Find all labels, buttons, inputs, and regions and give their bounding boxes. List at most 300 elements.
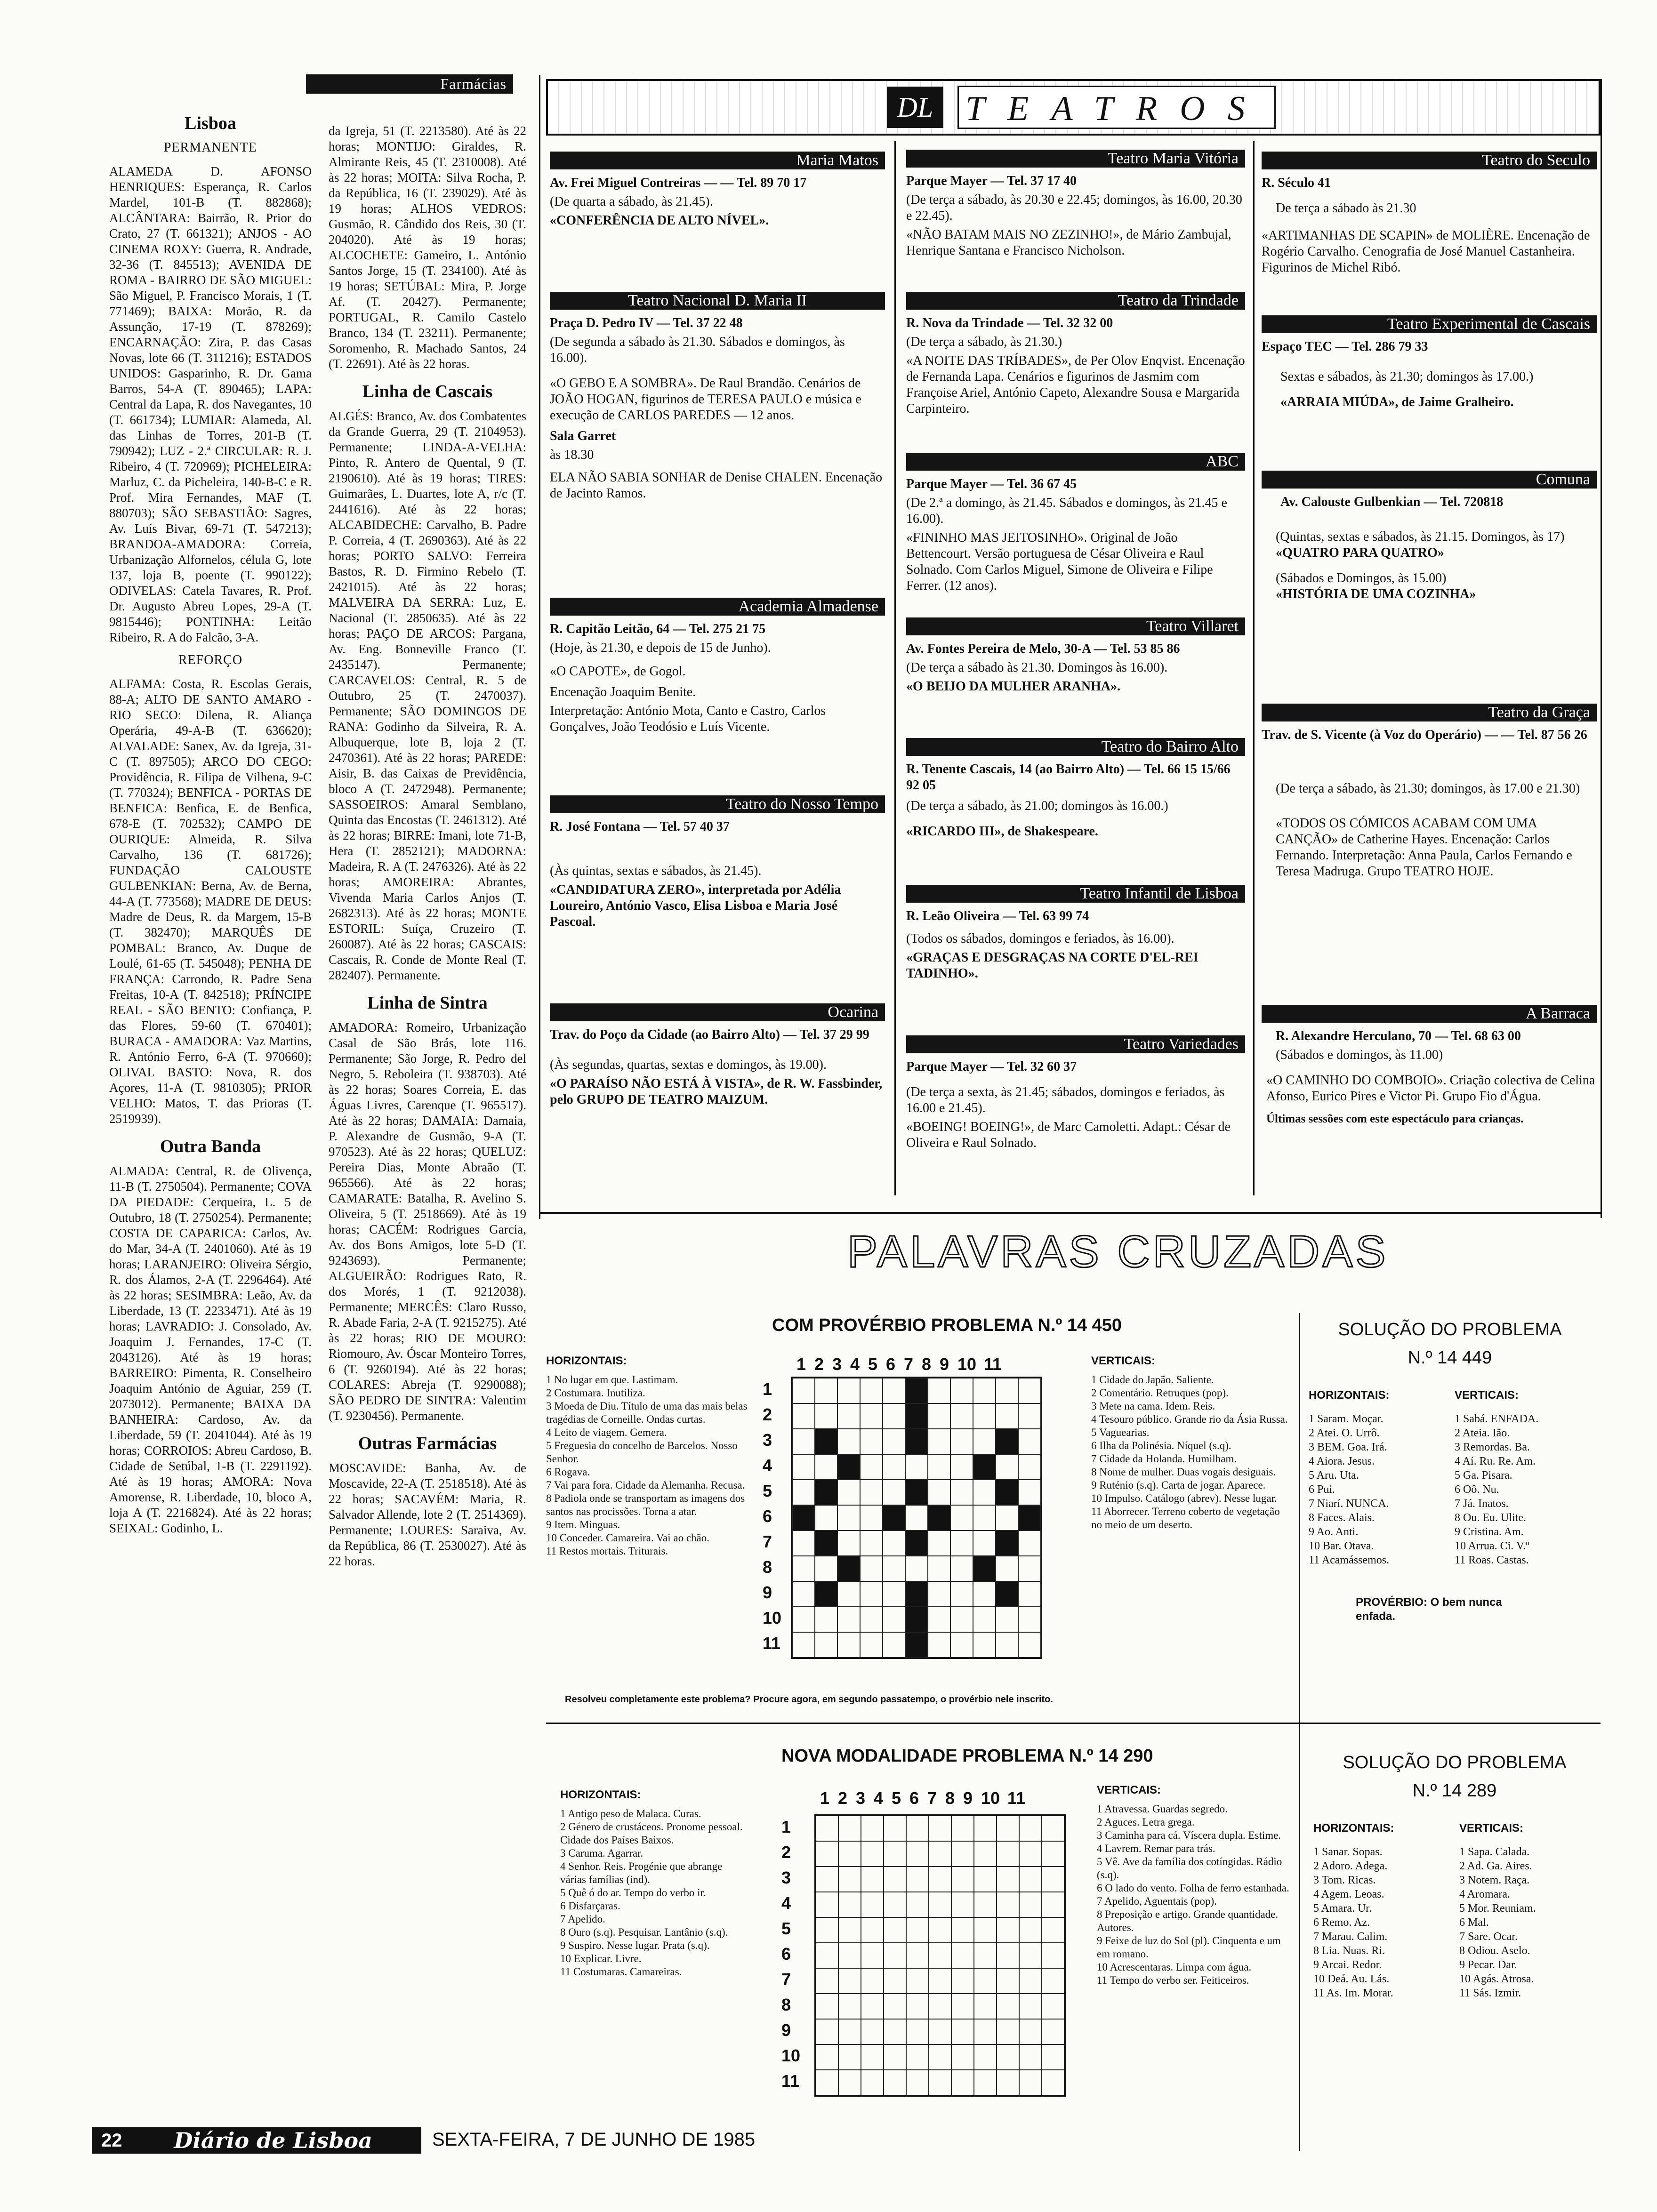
grid-cell[interactable]	[884, 1892, 906, 1917]
grid-cell[interactable]	[816, 1917, 838, 1943]
grid-cell[interactable]	[950, 1531, 973, 1556]
grid-cell[interactable]	[861, 1917, 884, 1943]
black-cell	[815, 1531, 837, 1556]
grid-cell[interactable]	[906, 1994, 929, 2019]
grid-cell[interactable]	[1019, 1994, 1042, 2019]
col-number: 4	[850, 1354, 860, 1374]
grid-cell[interactable]	[1018, 1378, 1041, 1403]
grid-cell[interactable]	[973, 1378, 996, 1403]
theatre-abc	[906, 453, 1245, 597]
grid-cell[interactable]	[974, 1867, 997, 1892]
grid-cell[interactable]	[906, 1943, 929, 1968]
grid-cell[interactable]	[837, 1480, 860, 1505]
grid-cell[interactable]	[1018, 1556, 1041, 1581]
grid-cell[interactable]	[997, 1917, 1019, 1943]
grid-cell[interactable]	[860, 1378, 883, 1403]
theatre-schedule: (De terça a sábado, às 21.30; domingos, às 17.00 e 21.30)	[1276, 781, 1580, 796]
grid-cell[interactable]	[837, 1581, 860, 1607]
grid-cell[interactable]	[929, 1867, 951, 1892]
grid-cell[interactable]	[792, 1632, 815, 1658]
grid-cell[interactable]	[951, 2019, 974, 2044]
grid-cell[interactable]	[860, 1403, 883, 1429]
grid-cell[interactable]	[974, 1841, 997, 1867]
clue: 3 Moeda de Diu. Título de uma das mais belas tragédias de Corneille. Ondas curtas.	[546, 1400, 748, 1425]
grid-cell[interactable]	[816, 2019, 838, 2044]
clue: 11 Aborrecer. Terreno coberto de vegetação no meio de um deserto.	[1091, 1506, 1280, 1531]
grid-cell[interactable]	[950, 1403, 973, 1429]
grid-cell[interactable]	[950, 1556, 973, 1581]
grid-cell[interactable]	[950, 1454, 973, 1480]
grid-cell[interactable]	[996, 1505, 1018, 1531]
grid-cell[interactable]	[928, 1531, 950, 1556]
grid-cell[interactable]	[928, 1581, 950, 1607]
grid-cell[interactable]	[1042, 1943, 1064, 1968]
grid-cell[interactable]	[860, 1505, 883, 1531]
grid-cell[interactable]	[974, 1943, 997, 1968]
grid-cell[interactable]	[1019, 1943, 1042, 1968]
row-number: 6	[763, 1507, 772, 1526]
clue: 2 Género de crustáceos. Pronome pessoal. Cidade dos Países Baixos.	[560, 1821, 743, 1846]
grid-cell[interactable]	[838, 1867, 861, 1892]
grid-cell[interactable]	[950, 1505, 973, 1531]
grid-cell[interactable]	[861, 1816, 884, 1841]
clue: 8 Ouro (s.q). Pesquisar. Lantânio (s.q).	[560, 1926, 728, 1938]
grid-cell[interactable]	[861, 2070, 884, 2095]
grid-cell[interactable]	[997, 1867, 1019, 1892]
grid-cell[interactable]	[997, 1968, 1019, 1994]
theatre-variedades	[906, 1035, 1245, 1154]
grid-cell[interactable]	[951, 1892, 974, 1917]
grid-cell[interactable]	[1042, 1968, 1064, 1994]
grid-cell[interactable]	[861, 1867, 884, 1892]
row-number: 8	[781, 1995, 791, 2014]
grid-cell[interactable]	[884, 1867, 906, 1892]
grid-cell[interactable]	[951, 1816, 974, 1841]
grid-cell[interactable]	[838, 1943, 861, 1968]
theatre-schedule: (De terça a sexta, às 21.45; sábados, domingos e feriados, às 16.00 e 21.45).	[906, 1085, 1225, 1115]
grid-cell[interactable]	[816, 1867, 838, 1892]
solution-line: 3 Notem. Raça.	[1459, 1874, 1530, 1886]
grid-cell[interactable]	[1018, 1632, 1041, 1658]
grid-cell[interactable]	[861, 1943, 884, 1968]
theatre-extra: Últimas sessões com este espectáculo para crianças.	[1266, 1113, 1524, 1125]
clue: 2 Comentário. Retruques (pop).	[1091, 1387, 1229, 1399]
row-number: 7	[781, 1970, 791, 1989]
grid-cell[interactable]	[906, 1841, 929, 1867]
grid-cell[interactable]	[1042, 1917, 1064, 1943]
grid-cell[interactable]	[860, 1429, 883, 1454]
grid-cell[interactable]	[929, 1917, 951, 1943]
grid-cell[interactable]	[792, 1454, 815, 1480]
grid-cell[interactable]	[951, 2070, 974, 2095]
black-cell	[996, 1480, 1018, 1505]
grid-cell[interactable]	[1018, 1480, 1041, 1505]
solution-line: 8 Odiou. Aselo.	[1459, 1945, 1530, 1957]
grid-cell[interactable]	[951, 1994, 974, 2019]
grid-cell[interactable]	[883, 1531, 905, 1556]
grid-cell[interactable]	[974, 1816, 997, 1841]
theatre-schedule: (De terça a sábado, às 21.30.)	[906, 335, 1062, 349]
grid-cell[interactable]	[974, 1994, 997, 2019]
teatros-banner	[546, 79, 1601, 136]
grid-cell[interactable]	[884, 1968, 906, 1994]
grid-cell[interactable]	[997, 2070, 1019, 2095]
row-number: 6	[781, 1944, 791, 1964]
grid-cell[interactable]	[973, 1480, 996, 1505]
grid-cell[interactable]	[929, 1994, 951, 2019]
theatre-play: «RICARDO III», de Shakespeare.	[906, 824, 1098, 839]
grid-cell[interactable]	[816, 1943, 838, 1968]
grid-cell[interactable]	[950, 1480, 973, 1505]
grid-cell[interactable]	[860, 1556, 883, 1581]
grid-cell[interactable]	[861, 1968, 884, 1994]
clue: 7 Apelido, Aguentais (pop).	[1097, 1895, 1217, 1907]
grid-cell[interactable]	[792, 1607, 815, 1632]
grid-cell[interactable]	[929, 2044, 951, 2070]
grid-cell[interactable]	[792, 1581, 815, 1607]
grid-cell[interactable]	[1019, 2019, 1042, 2044]
grid-cell[interactable]	[860, 1531, 883, 1556]
grid-cell[interactable]	[837, 1531, 860, 1556]
theatre-play: «O GEBO E A SOMBRA». De Raul Brandão. Cenários de JOÃO HOGAN, figurinos de TERESA PAULO e música e execução de CARLOS PAREDES — 12 anos.	[550, 376, 861, 423]
col-number: 1	[820, 1788, 830, 1808]
grid-cell[interactable]	[951, 1968, 974, 1994]
theatre-seculo	[1262, 152, 1597, 279]
grid-cell[interactable]	[1042, 1841, 1064, 1867]
grid-cell[interactable]	[974, 2070, 997, 2095]
row-number: 2	[763, 1405, 772, 1424]
grid-cell[interactable]	[974, 2044, 997, 2070]
grid-cell[interactable]	[884, 1943, 906, 1968]
clue: 5 Quê ó do ar. Tempo do verbo ir.	[560, 1887, 706, 1899]
grid-cell[interactable]	[905, 1505, 928, 1531]
grid-cell[interactable]	[973, 1531, 996, 1556]
black-cell	[973, 1556, 996, 1581]
grid-cell[interactable]	[929, 1968, 951, 1994]
grid-cell[interactable]	[816, 1816, 838, 1841]
theatre-schedule: (Todos os sábados, domingos e feriados, às 16.00).	[906, 931, 1174, 946]
theatre-schedule: (De quarta a sábado, às 21.45).	[550, 194, 713, 209]
clue: 11 Restos mortais. Triturais.	[546, 1545, 668, 1557]
grid-cell[interactable]	[815, 1403, 837, 1429]
grid-cell[interactable]	[1042, 1994, 1064, 2019]
grid-cell[interactable]	[973, 1429, 996, 1454]
grid-cell[interactable]	[928, 1632, 950, 1658]
grid-cell[interactable]	[837, 1505, 860, 1531]
grid-cell[interactable]	[974, 1892, 997, 1917]
theatre-schedule: (Hoje, às 21.30, e depois de 15 de Junho).	[550, 641, 771, 655]
grid-cell[interactable]	[950, 1632, 973, 1658]
grid-cell[interactable]	[815, 1632, 837, 1658]
grid-cell[interactable]	[973, 1581, 996, 1607]
grid-cell[interactable]	[816, 2070, 838, 2095]
grid-cell[interactable]	[1019, 1816, 1042, 1841]
grid-cell[interactable]	[860, 1454, 883, 1480]
grid-cell[interactable]	[950, 1378, 973, 1403]
grid-cell[interactable]	[838, 1816, 861, 1841]
black-cell	[815, 1581, 837, 1607]
grid-cell[interactable]	[905, 1454, 928, 1480]
crossword-grid-2[interactable]	[814, 1814, 1066, 2097]
solution-line: 11 Acamássemos.	[1309, 1554, 1390, 1566]
grid-cell[interactable]	[792, 1403, 815, 1429]
grid-cell[interactable]	[816, 1841, 838, 1867]
grid-cell[interactable]	[951, 2044, 974, 2070]
grid-cell[interactable]	[1019, 2070, 1042, 2095]
theatre-address: Av. Calouste Gulbenkian — Tel. 720818	[1280, 495, 1504, 509]
page-number: 22	[101, 2130, 122, 2151]
grid-cell[interactable]	[997, 1892, 1019, 1917]
grid-cell[interactable]	[1019, 1968, 1042, 1994]
row-number: 4	[781, 1893, 791, 1913]
crossword-grid-1[interactable]	[791, 1377, 1042, 1659]
clue: 1 No lugar em que. Lastimam.	[546, 1374, 678, 1386]
grid-cell[interactable]	[974, 1917, 997, 1943]
grid-cell[interactable]	[1018, 1531, 1041, 1556]
grid-cell[interactable]	[1042, 2019, 1064, 2044]
grid-cell[interactable]	[860, 1632, 883, 1658]
grid-cell[interactable]	[929, 1816, 951, 1841]
grid-cell[interactable]	[861, 1994, 884, 2019]
grid-cell[interactable]	[816, 1892, 838, 1917]
grid-cell[interactable]	[838, 2044, 861, 2070]
grid-cell[interactable]	[816, 2044, 838, 2070]
verticais-label: VERTICAIS:	[1091, 1354, 1156, 1367]
grid-cell[interactable]	[861, 1841, 884, 1867]
grid-cell[interactable]	[1019, 1892, 1042, 1917]
problem-1-title: COM PROVÉRBIO PROBLEMA N.º 14 450	[772, 1315, 1122, 1335]
grid-cell[interactable]	[838, 1994, 861, 2019]
grid-cell[interactable]	[951, 1917, 974, 1943]
grid-cell[interactable]	[883, 1581, 905, 1607]
grid-cell[interactable]	[928, 1480, 950, 1505]
col-number: 11	[1007, 1788, 1026, 1808]
problem-2-horizontais	[560, 1788, 748, 1979]
grid-cell[interactable]	[1019, 1917, 1042, 1943]
grid-cell[interactable]	[997, 2044, 1019, 2070]
verticais-label: VERTICAIS:	[1097, 1784, 1161, 1796]
grid-cell[interactable]	[837, 1378, 860, 1403]
solution-line: 9 Arcai. Redor.	[1313, 1959, 1382, 1971]
grid-cell[interactable]	[906, 2070, 929, 2095]
grid-cell[interactable]	[861, 1892, 884, 1917]
solution-h-label: HORIZONTAIS:	[1313, 1822, 1394, 1835]
grid-cell[interactable]	[997, 1816, 1019, 1841]
grid-cell[interactable]	[883, 1454, 905, 1480]
grid-cell[interactable]	[929, 2070, 951, 2095]
grid-cell[interactable]	[950, 1429, 973, 1454]
solution-line: 6 Mal.	[1459, 1916, 1489, 1929]
grid-cell[interactable]	[950, 1607, 973, 1632]
theatre-address: Praça D. Pedro IV — Tel. 37 22 48	[550, 316, 743, 330]
grid-cell[interactable]	[973, 1403, 996, 1429]
solution-line: 6 Remo. Az.	[1313, 1916, 1370, 1929]
grid-cell[interactable]	[1042, 2070, 1064, 2095]
grid-cell[interactable]	[815, 1607, 837, 1632]
grid-cell[interactable]	[951, 1841, 974, 1867]
grid-cell[interactable]	[837, 1429, 860, 1454]
grid-cell[interactable]	[884, 2044, 906, 2070]
grid-cell[interactable]	[996, 1632, 1018, 1658]
grid-cell[interactable]	[906, 1867, 929, 1892]
grid-cell[interactable]	[815, 1556, 837, 1581]
grid-cell[interactable]	[929, 2019, 951, 2044]
solution-columns	[1313, 1821, 1596, 2000]
col-number: 8	[945, 1788, 955, 1808]
grid-cell[interactable]	[973, 1505, 996, 1531]
grid-cell[interactable]	[973, 1607, 996, 1632]
grid-cell[interactable]	[1019, 1841, 1042, 1867]
solution-line: 6 Oô. Nu.	[1455, 1483, 1499, 1496]
grid-cell[interactable]	[860, 1480, 883, 1505]
grid-cell[interactable]	[905, 1556, 928, 1581]
theatre-extra: Interpretação: António Mota, Canto e Castro, Carlos Gonçalves, João Teodósio e Luís Vicente.	[550, 704, 826, 734]
grid-cell[interactable]	[861, 2019, 884, 2044]
theatre-title: Maria Matos	[550, 152, 885, 169]
clue: 2 Aguces. Letra grega.	[1097, 1816, 1195, 1828]
theatre-graca	[1262, 704, 1597, 882]
theatre-schedule: (De terça a sábado às 21.30. Domingos às 16.00).	[906, 660, 1168, 675]
grid-cell[interactable]	[883, 1378, 905, 1403]
outra-banda-title: Outra Banda	[160, 1137, 261, 1156]
solution-line: 8 Lia. Nuas. Ri.	[1313, 1945, 1385, 1957]
theatre-trindade	[906, 292, 1245, 420]
grid-cell[interactable]	[838, 2070, 861, 2095]
grid-cell[interactable]	[883, 1607, 905, 1632]
grid-cell[interactable]	[996, 1556, 1018, 1581]
grid-cell[interactable]	[838, 1968, 861, 1994]
col-number: 11	[984, 1354, 1002, 1374]
grid-cell[interactable]	[883, 1632, 905, 1658]
grid-cell[interactable]	[883, 1556, 905, 1581]
grid-cell[interactable]	[838, 1892, 861, 1917]
problem-2-title: NOVA MODALIDADE PROBLEMA N.º 14 290	[781, 1746, 1153, 1766]
grid-cell[interactable]	[815, 1454, 837, 1480]
grid-cell[interactable]	[996, 1403, 1018, 1429]
grid-cell[interactable]	[792, 1429, 815, 1454]
clue: 1 Cidade do Japão. Saliente.	[1091, 1374, 1214, 1386]
grid-cell[interactable]	[884, 1841, 906, 1867]
grid-cell[interactable]	[950, 1581, 973, 1607]
teatros-word	[957, 86, 1276, 129]
grid-cell[interactable]	[883, 1403, 905, 1429]
theatre-ocarina	[550, 1003, 885, 1108]
grid-cell[interactable]	[884, 1917, 906, 1943]
grid-cell[interactable]	[1018, 1454, 1041, 1480]
grid-cell[interactable]	[884, 2019, 906, 2044]
grid-cell[interactable]	[884, 1994, 906, 2019]
grid-cell[interactable]	[928, 1607, 950, 1632]
grid-cell[interactable]	[974, 1968, 997, 1994]
grid-cell[interactable]	[792, 1531, 815, 1556]
grid-cell[interactable]	[996, 1607, 1018, 1632]
grid-cell[interactable]	[929, 1943, 951, 1968]
grid-cell[interactable]	[906, 2044, 929, 2070]
grid-cell[interactable]	[792, 1556, 815, 1581]
grid-cell[interactable]	[951, 1943, 974, 1968]
grid-cell[interactable]	[883, 1429, 905, 1454]
grid-cell[interactable]	[951, 1867, 974, 1892]
grid-cell[interactable]	[838, 2019, 861, 2044]
solution-line: 7 Já. Inatos.	[1455, 1498, 1509, 1510]
grid-cell[interactable]	[906, 1892, 929, 1917]
clue: 9 Item. Minguas.	[546, 1519, 620, 1531]
solution-line: 3 BEM. Goa. Irá.	[1309, 1441, 1387, 1453]
grid-cell[interactable]	[884, 1816, 906, 1841]
clue: 3 Mete na cama. Idem. Reis.	[1091, 1400, 1215, 1412]
column-rule	[1299, 1313, 1300, 2151]
masthead: Diário de Lisboa	[174, 2128, 372, 2153]
grid-cell[interactable]	[883, 1480, 905, 1505]
grid-cell[interactable]	[929, 1892, 951, 1917]
grid-cell[interactable]	[1018, 1607, 1041, 1632]
grid-cell[interactable]	[860, 1581, 883, 1607]
grid-cell[interactable]	[906, 2019, 929, 2044]
grid-cell[interactable]	[997, 2019, 1019, 2044]
grid-cell[interactable]	[1018, 1581, 1041, 1607]
lisboa-reforco-text: ALFAMA: Costa, R. Escolas Gerais, 88-A; ALTO DE SANTO AMARO - RIO SECO: Dilena, R. Aliança Operária, 49-A-B (T. 636620); ALVALADE: Sanex, Av. da Igreja, 31-C (T. 897505); ARCO DO CEGO: Providência, R. Filipa de Vilhena, 9-C (T. 770324); BENFICA - PORTAS DE BENFICA: Benfica, E. de Benfica, 678-E (T. 702532); CAMPO DE OURIQUE: Almeida, R. Silva Carvalho, 136 (T. 681726); FUNDAÇÃO CALOUSTE GULBENKIAN: Berna, Av. de Berna, 44-A (T. 773568); MADRE DE DEUS: Madre de Deus, R. da Margem, 15-B (T. 382470); MARQUÊS DE POMBAL: Branco, Av. Duque de Loulé, 61-65 (T. 545048); PENHA DE FRANÇA: Carrondo, R. Padre Sena Freitas, 10-A (T. 842518); PRÍNCIPE REAL - SÃO BENTO: Confiança, P. das Flores, 59-60 (T. 670401); BURACA - AMADORA: Vaz Martins, R. António Ferro, 6-A (T. 970660); OLIVAL BASTO: Nova, R. dos Açores, 11-A (T. 9810305); PRIOR VELHO: Matos, T. das Prioras (T. 2519939).	[109, 677, 312, 1126]
grid-cell[interactable]	[928, 1429, 950, 1454]
grid-cell[interactable]	[996, 1454, 1018, 1480]
grid-cell[interactable]	[928, 1378, 950, 1403]
grid-cell[interactable]	[837, 1607, 860, 1632]
grid-cell[interactable]	[1042, 1867, 1064, 1892]
theatre-address: R. Tenente Cascais, 14 (ao Bairro Alto) — Tel. 66 15 15/66 92 05	[906, 762, 1231, 793]
grid-cell[interactable]	[928, 1403, 950, 1429]
grid-cell[interactable]	[792, 1378, 815, 1403]
grid-cell[interactable]	[906, 1816, 929, 1841]
grid-cell[interactable]	[1042, 1816, 1064, 1841]
theatre-bairro-alto	[906, 738, 1245, 840]
grid-cell[interactable]	[906, 1917, 929, 1943]
grid-cell[interactable]	[1018, 1403, 1041, 1429]
grid-cell[interactable]	[1019, 2044, 1042, 2070]
grid-cell[interactable]	[815, 1378, 837, 1403]
grid-cell[interactable]	[929, 1841, 951, 1867]
grid-cell[interactable]	[792, 1480, 815, 1505]
theatre-schedule: (Às quintas, sextas e sábados, às 21.45).	[550, 864, 762, 878]
grid-cell[interactable]	[1018, 1429, 1041, 1454]
grid-cell[interactable]	[973, 1632, 996, 1658]
theatre-play: «O BEIJO DA MULHER ARANHA».	[906, 679, 1121, 694]
grid-cell[interactable]	[838, 1917, 861, 1943]
grid-cell[interactable]	[997, 1841, 1019, 1867]
row-number: 8	[763, 1557, 772, 1577]
grid-cell[interactable]	[1019, 1867, 1042, 1892]
grid-cell[interactable]	[816, 1968, 838, 1994]
grid-cell[interactable]	[928, 1556, 950, 1581]
grid-cell[interactable]	[838, 1841, 861, 1867]
grid-cell[interactable]	[816, 1994, 838, 2019]
grid-cell[interactable]	[974, 2019, 997, 2044]
grid-cell[interactable]	[1042, 1892, 1064, 1917]
grid-cell[interactable]	[884, 2070, 906, 2095]
grid-cell[interactable]	[837, 1403, 860, 1429]
grid-cell[interactable]	[997, 1994, 1019, 2019]
theatre-play: «CONFERÊNCIA DE ALTO NÍVEL».	[550, 213, 769, 228]
clue: 8 Padiola onde se transportam as imagens dos santos nas procissões. Torna a atar.	[546, 1492, 745, 1517]
grid-cell[interactable]	[860, 1607, 883, 1632]
grid-cell[interactable]	[815, 1505, 837, 1531]
grid-cell[interactable]	[837, 1632, 860, 1658]
grid-cell[interactable]	[861, 2044, 884, 2070]
black-cell	[905, 1378, 928, 1403]
grid-cell[interactable]	[906, 1968, 929, 1994]
grid-cell[interactable]	[1042, 2044, 1064, 2070]
grid-cell[interactable]	[928, 1454, 950, 1480]
grid-cell[interactable]	[996, 1378, 1018, 1403]
grid-cell[interactable]	[997, 1943, 1019, 1968]
